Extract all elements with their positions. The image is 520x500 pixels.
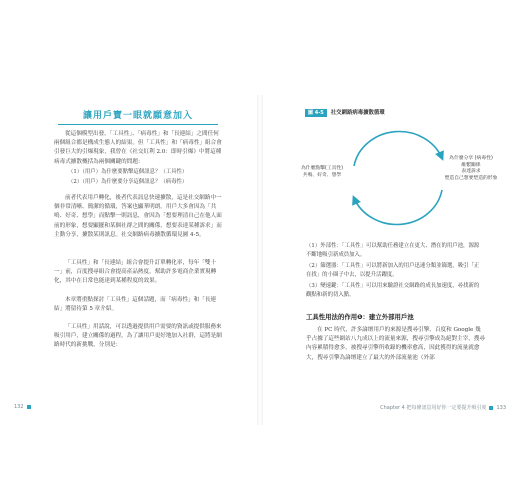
question-2: （2）（用戶）為什麼要分享這個訊息？（病毒性）	[68, 179, 188, 185]
node-share-viral	[440, 156, 502, 182]
question-1: （1）（用戶）為什麼要點擊這個訊息？（工具性）	[68, 169, 188, 175]
subsection-title: 工具性用法的作用❶：建立外部用戶池	[306, 313, 414, 321]
node-left-title: 為什麼點擊(工具性)	[300, 166, 344, 171]
node-right-title: 為什麼分享 (病毒性)	[449, 156, 493, 161]
paragraph-2: 前者代表用戶轉化，後者代表訊息快速擴散，這是社交網路中一個非常清晰、簡潔的循環，答案也顯華明朗。用戶大多會因為「共鳴、好奇、想學」而點擊一則訊息，會因為「想要理清自己在他人面前的形象，想要顯擺和某個社群之間的關係，想要表達某種訴求」而主動分享，擴散某則訊息。社交網路病毒擴散循環見圖 4-5。	[54, 195, 222, 238]
list-item-3: （3）變速鍵：「工具性」可以用來驗證社交網路的成長加速度，尋找新的觀點和新的切入點。	[306, 283, 480, 298]
figure-title: 社交網路病毒擴散循環	[330, 110, 385, 116]
figure-caption	[305, 108, 385, 116]
paragraph-3: 「工具性」和「長連結」組合會提升訂單轉化率，每年「雙十一」前，百度搜尋組合會提高產品熱度，幫助許多電商企業實現轉化，其中在日常也能達到某種程度的效果。	[54, 260, 217, 285]
section-title: 讓用戶寶一眼就願意加入	[58, 108, 218, 125]
node-left-sub: 共鳴、好奇、想學	[302, 172, 342, 178]
right-paragraph: 在 PC 時代，許多論壇用戶的來源是搜尋引擎、百度和 Google 幾乎占據了這些網站八九成以上的流量來源，搜尋引擎成為絕對主宰，搜尋內容累積得愈多，被搜尋引擎所收錄的機率愈高，因此獲得的流量就愈大，搜尋引擎為論壇建立了最大的外部流量池（外部	[306, 327, 486, 361]
list-item-2: （2）篩選器：「工具性」可以將新加入的用戶迅速分類並篩選，吸引「正在找」的小圈子中去，以提升活躍度。	[306, 263, 480, 278]
node-right-line-1: 維繫關係	[461, 162, 481, 168]
viral-loop-diagram	[292, 118, 498, 228]
paragraph-1: 從這個模型出發，「工具性」、「病毒性」和「長連結」之間任何兩個組合都是構成生態人的結果。但「工具性」和「病毒性」組合會引發巨大的引爆現象，我曾在《社交紅利 2.0：即時引爆》中將這種病毒式擴散概括為兩個關鍵的問題：	[54, 131, 222, 165]
left-page	[0, 0, 258, 500]
list-item-1: （1）外部性：「工具性」可以幫助任務建立在更大、潛在的用戶池，源源不斷地吸引新成員加入。	[306, 243, 480, 258]
paragraph-4: 本章將重點探討「工具性」這個話題，而「病毒性」和「長連結」將留待第 5 章介紹。	[54, 297, 217, 313]
page-number: 133	[496, 405, 506, 411]
folio-square-icon	[489, 406, 493, 410]
paragraph-5: 「工具性」用話說，可以透過提供用戶需要的資訊或提供服務來吸引用戶，建立關係的過程，為了讓用戶更好地加入社群，這將是網路時代的新挑戰，分別是：	[54, 324, 222, 349]
right-page	[262, 0, 520, 500]
node-right-line-3: 塑造自己想要塑造的形象	[444, 175, 498, 181]
folio-square-icon	[27, 405, 31, 409]
figure-tag: 圖 4-5	[305, 109, 327, 117]
node-click-tool	[292, 166, 352, 179]
chapter-running-head: Chapter 4 把每條訊息用好你一定要提升吸引度	[380, 405, 487, 411]
left-folio	[14, 404, 34, 410]
page-number: 132	[14, 404, 24, 410]
node-right-line-2: 表達訴求	[461, 169, 481, 174]
right-folio	[380, 404, 506, 411]
